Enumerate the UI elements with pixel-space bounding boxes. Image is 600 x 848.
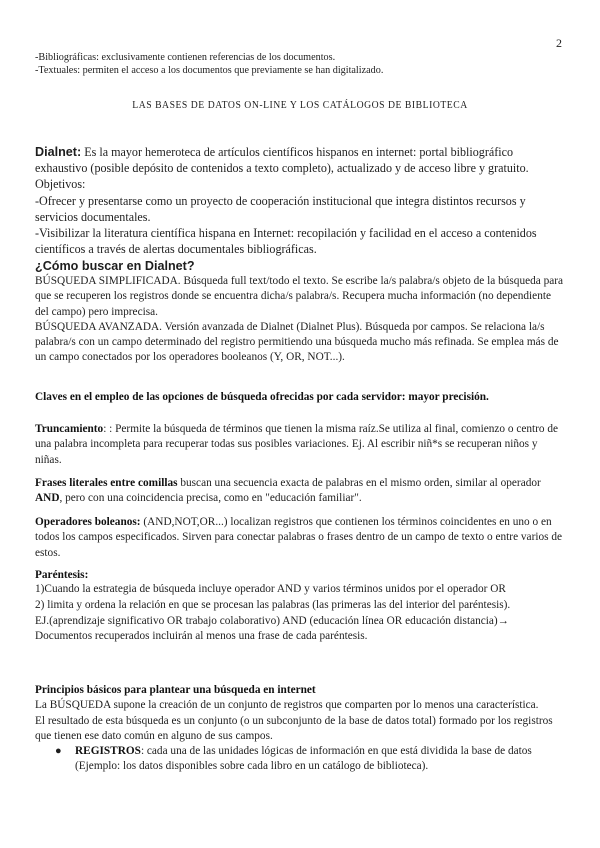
truncamiento-term: Truncamiento (35, 423, 104, 435)
registros-term: REGISTROS (75, 745, 141, 758)
frases-and: AND (35, 492, 60, 505)
section-title: LAS BASES DE DATOS ON-LINE Y LOS CATÁLOGOS DE BIBLIOTECA (132, 99, 468, 111)
parentesis-term: Paréntesis: (35, 569, 89, 581)
principios-heading-wrap (35, 683, 567, 698)
frases-term: Frases literales entre comillas (35, 477, 178, 489)
frases-text-2: , pero con una coincidencia precisa, como en "educación familiar". (59, 492, 362, 505)
dialnet-description (35, 144, 567, 176)
parentesis-1: 1)Cuando la estrategia de búsqueda incluye operador AND y varios términos unidos por el operador OR (35, 583, 506, 596)
objetivo-1: -Ofrecer y presentarse como un proyecto de cooperación institucional que integra distintos recursos y servicios documentales. (35, 193, 526, 224)
operadores-paragraph (35, 515, 567, 561)
bullet-icon: ● (55, 745, 62, 758)
objetivo-2: -Visibilizar la literatura científica hispana en Internet: recopilación y facilidad en el acceso a contenidos científicos a través de alertas documentales bibliográficas. (35, 226, 537, 257)
busqueda-avanzada: BÚSQUEDA AVANZADA. Versión avanzada de Dialnet (Dialnet Plus). Búsqueda por campos. Se relaciona la/s palabra/s con un campo determinado del registro permitiendo una búsqueda mucho más refinada. Se emplea más de un campo conectados por los operadores booleanos (Y, OR, NOT...). (35, 320, 559, 364)
principios-block (35, 683, 567, 775)
dialnet-term: Dialnet: (35, 145, 82, 159)
claves-heading-wrap (35, 390, 567, 405)
registros-text: : cada una de las unidades lógicas de información en que está dividida la base de datos (Ejemplo: los datos disponibles sobre cada libro en un catálogo de biblioteca). (75, 745, 532, 773)
como-buscar-block (35, 258, 567, 366)
page-number: 2 (556, 36, 562, 50)
frases-text-1: buscan una secuencia exacta de palabras en el mismo orden, similar al operador (177, 477, 541, 489)
parentesis-ejemplo: EJ.(aprendizaje significativo OR trabajo colaborativo) AND (educación línea OR educación distancia)→ Documentos recuperados incluirán al menos una frase de cada paréntesis. (35, 614, 509, 642)
principios-p2: El resultado de esta búsqueda es un conjunto (o un subconjunto de la base de datos total) formado por los registros que tienen ese dato común en alguno de sus campos. (35, 714, 553, 742)
intro-line-textuales: -Textuales: permiten el acceso a los documentos que previamente se han digitalizado. (35, 64, 384, 76)
objetivos-label: Objetivos: (35, 177, 86, 192)
registros-text-wrap (75, 744, 567, 775)
truncamiento-paragraph (35, 422, 567, 468)
intro-line-bibliograficas: -Bibliográficas: exclusivamente contienen referencias de los documentos. (35, 52, 336, 63)
principios-p1: La BÚSQUEDA supone la creación de un conjunto de registros que comparten por lo menos una característica. (35, 699, 539, 712)
busqueda-simplificada: BÚSQUEDA SIMPLIFICADA. Búsqueda full text/todo el texto. Se escribe la/s palabra/s objeto de la búsqueda para que se recuperen los registros donde se encuentra dicha/s palabra/s. Recupera mucha información (no dependiente del campo) pero imprecisa. (35, 275, 564, 318)
operadores-text: (AND,NOT,OR...) localizan registros que contienen los términos coincidentes en uno o en todos los campos especificados. Sirven para conectar palabras o frases dentro de un campo de texto o entre varios de estos. (35, 516, 562, 559)
parentesis-term-wrap (35, 568, 567, 582)
parentesis-2: 2) limita y ordena la relación en que se procesan las palabras (las primeras las del interior del paréntesis). (35, 599, 511, 612)
list-item-registros (35, 744, 567, 775)
como-buscar-heading: ¿Cómo buscar en Dialnet? (35, 259, 195, 273)
frases-paragraph (35, 476, 567, 507)
principios-heading: Principios básicos para plantear una búsqueda en internet (35, 684, 316, 696)
claves-heading: Claves en el empleo de las opciones de búsqueda ofrecidas por cada servidor: mayor precisión. (35, 391, 489, 403)
dialnet-desc: Es la mayor hemeroteca de artículos científicos hispanos en internet: portal bibliográfico exhaustivo (posible depósito de contenidos a texto completo), actualizado y de acceso libre y gratuito. (35, 145, 529, 176)
truncamiento-text: : : Permite la búsqueda de términos que tienen la misma raíz.Se utiliza al final, comienzo o centro de una palabra incompleta para recuperar todas sus posibles variaciones. Ej. Al escribir niñ*s se recuperan niños y niñas. (35, 423, 559, 466)
operadores-term: Operadores boleanos: (35, 516, 141, 528)
dialnet-block (35, 144, 567, 257)
intro-block (35, 52, 567, 77)
parentesis-block (35, 568, 567, 644)
